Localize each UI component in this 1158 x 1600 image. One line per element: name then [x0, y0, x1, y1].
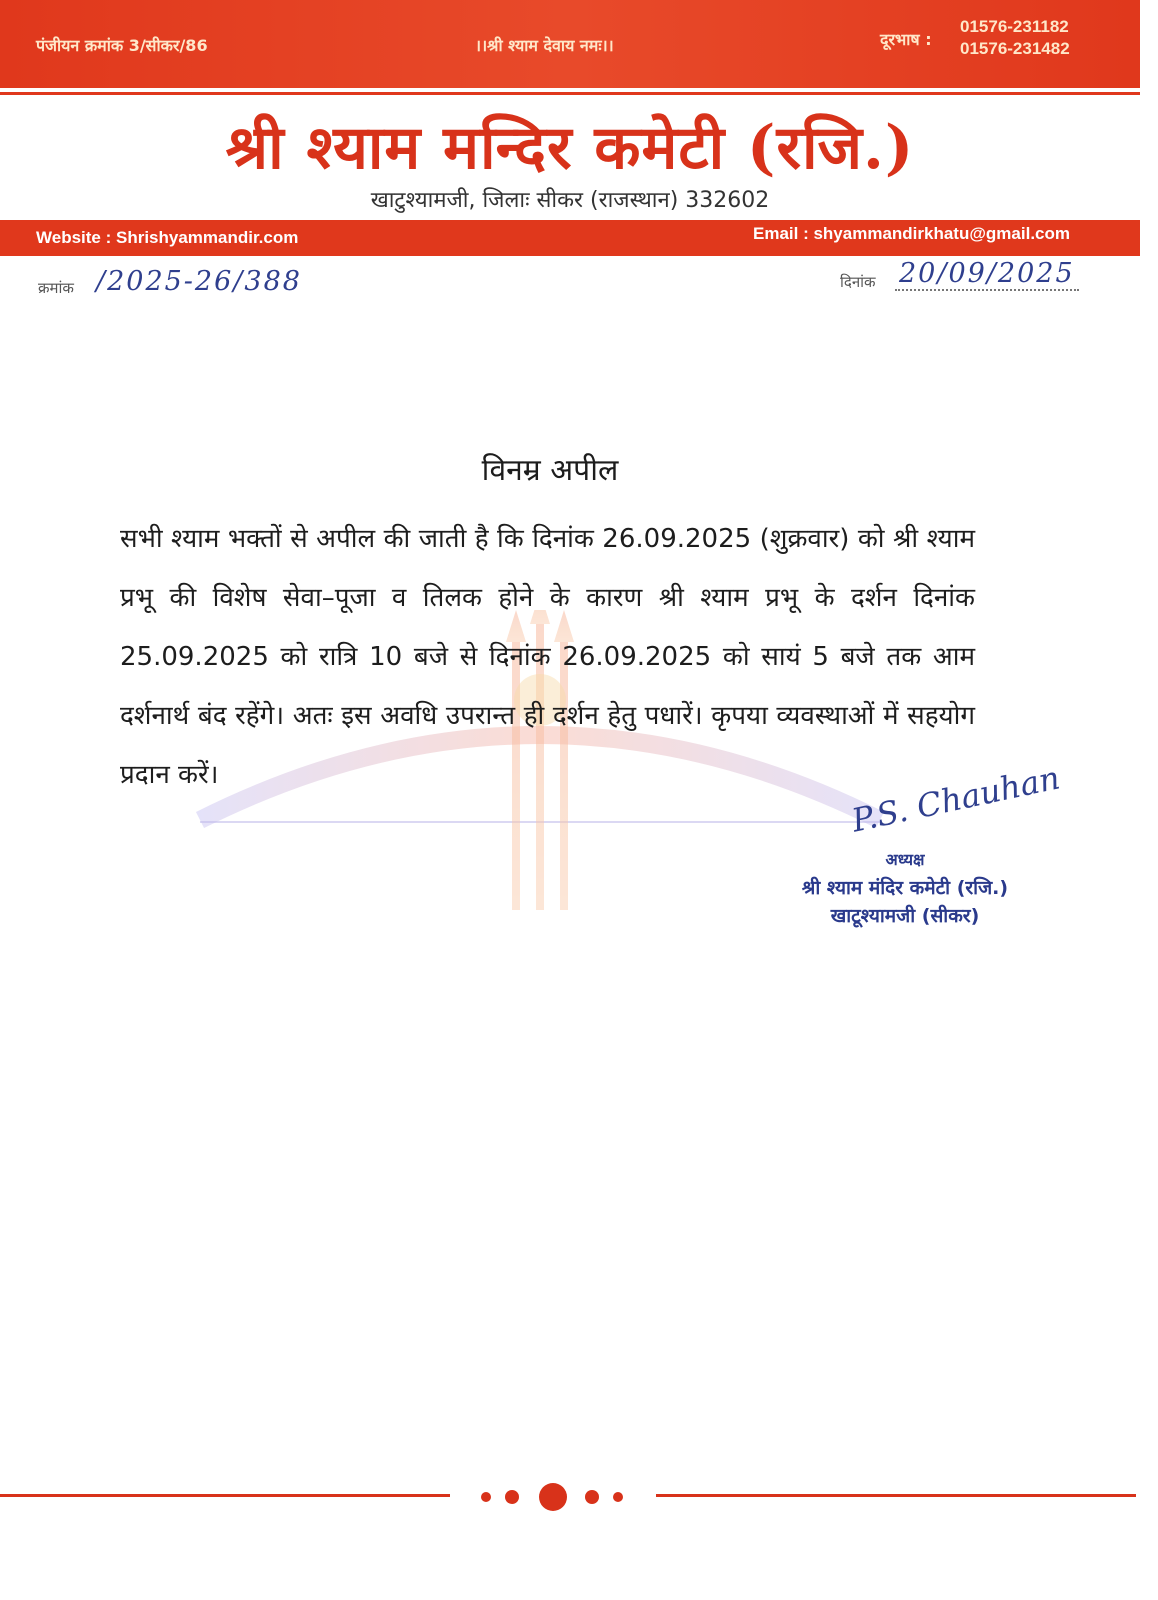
- letter-title: विनम्र अपील: [481, 453, 619, 488]
- header-band: [0, 0, 1140, 88]
- contact-band: [0, 220, 1140, 256]
- registration-number: पंजीयन क्रमांक 3/सीकर/86: [36, 36, 208, 55]
- signatory-stamp: [760, 846, 1050, 930]
- organization-address: खाटुश्यामजी, जिलाः सीकर (राजस्थान) 332602: [370, 188, 770, 213]
- organization-name: श्री श्याम मन्दिर कमेटी (रजि.): [225, 113, 915, 183]
- handwritten-signature: P.S. Chauhan: [848, 758, 1064, 840]
- reference-label: क्रमांक: [38, 279, 74, 297]
- reference-number: /2025-26/388: [96, 266, 302, 297]
- signatory-place: खाटूश्यामजी (सीकर): [830, 905, 980, 927]
- signatory-designation: अध्यक्ष: [885, 850, 925, 869]
- website-text: Website : Shrishyammandir.com: [36, 228, 299, 247]
- letter-body: सभी श्याम भक्तों से अपील की जाती है कि दिनांक 26.09.2025 (शुक्रवार) को श्री श्याम प्रभू की विशेष सेवा–पूजा व तिलक होने के कारण श्री श्याम प्रभू के दर्शन दिनांक 25.09.2025 को रात्रि 10 बजे से दिनांक 26.09.2025 को सायं 5 बजे तक आम दर्शनार्थ बंद रहेंगे। अतः इस अवधि उपरान्त ही दर्शन हेतु पधारें। कृपया व्यवस्थाओं में सहयोग प्रदान करें।: [120, 524, 975, 790]
- footer-dots-ornament: [478, 1482, 628, 1512]
- date-label: दिनांक: [840, 273, 876, 291]
- letter-date: 20/09/2025: [895, 258, 1079, 291]
- phone-list: [960, 16, 1070, 60]
- header-divider: [0, 92, 1140, 95]
- phone-label: दूरभाष :: [880, 30, 932, 49]
- invocation-text: ।।श्री श्याम देवाय नमः।।: [475, 36, 614, 55]
- signatory-organization: श्री श्याम मंदिर कमेटी (रजि.): [801, 877, 1009, 899]
- footer-line: [656, 1494, 1136, 1497]
- email-text: Email : shyammandirkhatu@gmail.com: [753, 224, 1070, 243]
- footer-line: [0, 1494, 450, 1497]
- phone-number: 01576-231482: [960, 39, 1070, 58]
- phone-number: 01576-231182: [960, 17, 1069, 36]
